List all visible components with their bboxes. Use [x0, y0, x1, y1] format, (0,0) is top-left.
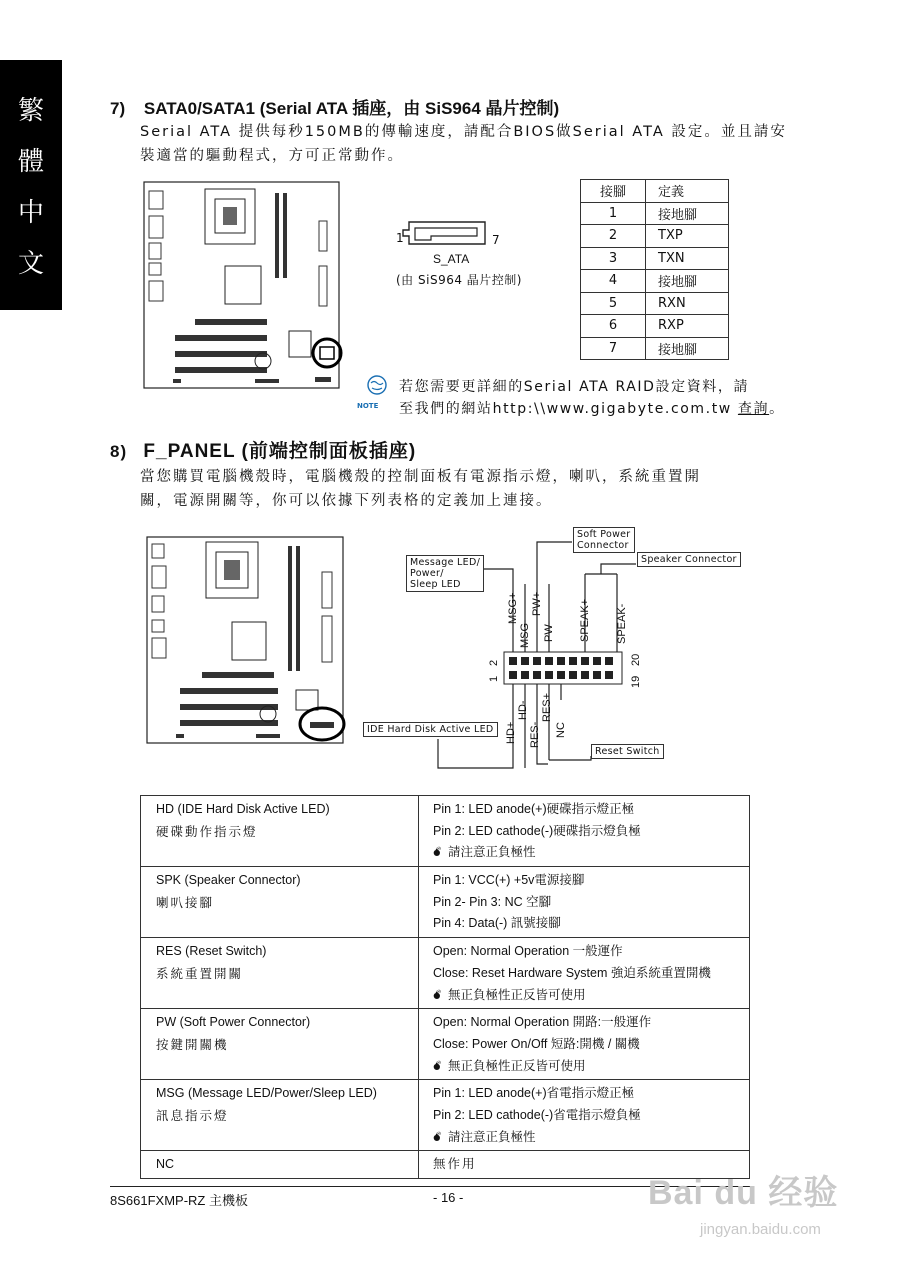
connector-chinese-name: 按鍵開關機: [156, 1036, 229, 1052]
label-line: Soft Power: [577, 529, 631, 540]
baidu-watermark-url: jingyan.baidu.com: [700, 1221, 821, 1238]
language-tab: [0, 60, 62, 310]
pin-number-1: 1: [488, 675, 500, 682]
definition-text: 請注意正負極性: [448, 845, 536, 860]
definition-line: [433, 842, 749, 864]
definition-line: Pin 1: LED anode(+)省電指示燈正極: [433, 1086, 635, 1101]
pin-cell: 1: [581, 202, 646, 225]
definition-line: Pin 2- Pin 3: NC 空腳: [433, 894, 552, 909]
bullet-icon: 💣︎: [433, 845, 442, 860]
message-led-label: [406, 555, 484, 592]
table-row: [141, 796, 750, 867]
footer-page-number: - 16 -: [433, 1190, 464, 1205]
label-line: Power/: [410, 568, 444, 579]
tab-char: 文: [17, 249, 44, 279]
paragraph-line: 關，電源開關等，你可以依據下列表格的定義加上連接。: [140, 493, 553, 509]
pin-label-msg-minus: MSG-: [519, 619, 531, 648]
sata-connector-label: S_ATA: [433, 252, 470, 266]
definition-cell: 接地腳: [646, 337, 729, 360]
connector-cell: [141, 796, 419, 867]
table-row: [141, 1009, 750, 1080]
pin-label-pw-minus: PW-: [543, 620, 555, 642]
definition-line: Open: Normal Operation 開路:一般運作: [433, 1015, 652, 1030]
section8-paragraph: [140, 465, 701, 513]
connector-chinese-name: 硬碟動作指示燈: [156, 823, 258, 839]
note-line: 若您需要更詳細的Serial ATA RAID設定資料，請: [399, 379, 750, 395]
note-line-text: 至我們的網站http:\\www.gigabyte.com.tw: [399, 401, 738, 417]
speaker-connector-label: Speaker Connector: [637, 552, 741, 567]
pin-cell: 3: [581, 247, 646, 270]
definition-line: Pin 1: VCC(+) +5v電源接腳: [433, 873, 585, 888]
note-line: [399, 398, 785, 420]
paragraph-line: Serial ATA 提供每秒150MB的傳輸速度，請配合BIOS做Serial ATA 設定。並且請安: [140, 124, 787, 140]
ide-led-label: IDE Hard Disk Active LED: [363, 722, 498, 737]
note-icon: [360, 374, 394, 402]
pin-label-msg-plus: MSG+: [507, 592, 519, 624]
definition-text: 無正負極性正反皆可使用: [448, 1058, 586, 1073]
section8-title: F_PANEL (前端控制面板插座): [143, 441, 417, 462]
paragraph-line: 裝適當的驅動程式，方可正常動作。: [140, 148, 404, 164]
definition-line: Close: Power On/Off 短路:開機 / 關機: [433, 1036, 640, 1051]
connector-chinese-name: 系統重置開關: [156, 965, 244, 981]
pin-label-nc: NC: [555, 722, 567, 738]
pin-label-res-plus: RES+: [541, 692, 553, 722]
table-row: [581, 292, 729, 315]
definition-line: Pin 2: LED cathode(-)省電指示燈負極: [433, 1107, 641, 1122]
website-query-link[interactable]: 查詢: [737, 401, 770, 417]
pin-label-speak-plus: SPEAK+: [579, 598, 591, 642]
label-line: Connector: [577, 540, 629, 551]
pin-number-2: 2: [488, 659, 500, 666]
definition-line: Pin 2: LED cathode(-)硬碟指示燈負極: [433, 823, 641, 838]
table-row: [581, 315, 729, 338]
definition-cell: RXP: [646, 315, 729, 338]
connector-cell: [141, 1009, 419, 1080]
connector-name: SPK (Speaker Connector): [156, 873, 301, 888]
connector-name: PW (Soft Power Connector): [156, 1015, 311, 1030]
connector-cell: [141, 1151, 419, 1179]
definition-cell: 接地腳: [646, 270, 729, 293]
bullet-icon: 💣︎: [433, 1058, 442, 1073]
section8-number: 8): [110, 442, 128, 461]
definition-cell: [419, 938, 750, 1009]
connector-name: NC: [156, 1157, 175, 1172]
definition-cell: TXP: [646, 225, 729, 248]
pin-label-pw-plus: PW+: [531, 591, 543, 616]
paragraph-line: 當您購買電腦機殼時，電腦機殼的控制面板有電源指示燈，喇叭，系統重置開: [140, 469, 701, 485]
motherboard-diagram-fpanel: [146, 536, 346, 746]
label-line: Sleep LED: [410, 579, 461, 590]
note-line-end: 。: [769, 401, 785, 417]
definition-line: Close: Reset Hardware System 強迫系統重置開機: [433, 965, 711, 980]
tab-char: 體: [17, 147, 44, 177]
pin-number-20: 20: [630, 653, 642, 666]
tab-char: 中: [17, 198, 44, 228]
pin-label-res-minus: RES-: [529, 721, 541, 748]
definition-line: Pin 1: LED anode(+)硬碟指示燈正極: [433, 802, 635, 816]
definition-text: 無正負極性正反皆可使用: [448, 987, 586, 1002]
table-row: [581, 337, 729, 360]
pin-cell: 4: [581, 270, 646, 293]
definition-line: [433, 985, 749, 1007]
baidu-watermark-logo: Bai du 经验: [648, 1174, 839, 1212]
sata-caption: (由 SiS964 晶片控制): [396, 273, 522, 287]
definition-text: 請注意正負極性: [448, 1129, 536, 1144]
connector-name: HD (IDE Hard Disk Active LED): [156, 802, 330, 816]
table-row: [581, 270, 729, 293]
note-label: NOTE: [357, 402, 379, 410]
definition-line: Open: Normal Operation 一般運作: [433, 944, 623, 959]
connector-cell: [141, 1080, 419, 1151]
definition-cell: [419, 1080, 750, 1151]
section8-heading: [110, 436, 416, 463]
table-row: [581, 247, 729, 270]
note-text: [399, 376, 785, 420]
pin-cell: 2: [581, 225, 646, 248]
tab-char: 繁: [17, 96, 44, 126]
header-pin: 接腳: [581, 180, 646, 203]
definition-cell: [419, 1009, 750, 1080]
pin-label-speak-minus: SPEAK-: [616, 603, 628, 644]
section7-paragraph: [140, 120, 787, 168]
table-header-row: [581, 180, 729, 203]
pin-cell: 7: [581, 337, 646, 360]
section7-heading: [110, 94, 559, 119]
bullet-icon: 💣︎: [433, 1129, 442, 1144]
bullet-icon: 💣︎: [433, 987, 442, 1002]
footer-model: 8S661FXMP-RZ 主機板: [110, 1193, 248, 1208]
definition-cell: RXN: [646, 292, 729, 315]
pin-label-hd-plus: HD+: [505, 721, 517, 744]
definition-cell: TXN: [646, 247, 729, 270]
table-row: [141, 938, 750, 1009]
definition-line: [433, 1056, 749, 1078]
reset-switch-label: Reset Switch: [591, 744, 664, 759]
pin-label-hd-minus: HD-: [517, 700, 529, 720]
soft-power-connector-label: [573, 527, 635, 553]
section7-number: 7): [110, 99, 126, 118]
pin-cell: 6: [581, 315, 646, 338]
connector-chinese-name: 喇叭接腳: [156, 894, 215, 910]
header-definition: 定義: [646, 180, 729, 203]
definition-line: Pin 4: Data(-) 訊號接腳: [433, 916, 561, 931]
definition-cell: 接地腳: [646, 202, 729, 225]
connector-cell: [141, 867, 419, 938]
connector-name: RES (Reset Switch): [156, 944, 267, 959]
sata-pin-1-label: 1: [396, 231, 404, 245]
motherboard-diagram-sata: [143, 181, 355, 393]
pin-number-19: 19: [630, 675, 642, 688]
connector-chinese-name: 訊息指示燈: [156, 1107, 229, 1123]
table-row: [141, 1080, 750, 1151]
definition-cell: [419, 796, 750, 867]
table-row: [581, 225, 729, 248]
sata-pin-table: [580, 179, 729, 360]
label-line: Message LED/: [410, 557, 481, 568]
definition-line: [433, 1127, 749, 1149]
pin-cell: 5: [581, 292, 646, 315]
connector-cell: [141, 938, 419, 1009]
sata-pin-7-label: 7: [492, 233, 500, 247]
definition-line: 無作用: [433, 1157, 477, 1172]
table-row: [581, 202, 729, 225]
definition-cell: [419, 867, 750, 938]
connector-name: MSG (Message LED/Power/Sleep LED): [156, 1086, 377, 1101]
fpanel-definition-table: [140, 795, 750, 1179]
table-row: [141, 867, 750, 938]
section7-title: SATA0/SATA1 (Serial ATA 插座，由 SiS964 晶片控制): [143, 99, 560, 118]
